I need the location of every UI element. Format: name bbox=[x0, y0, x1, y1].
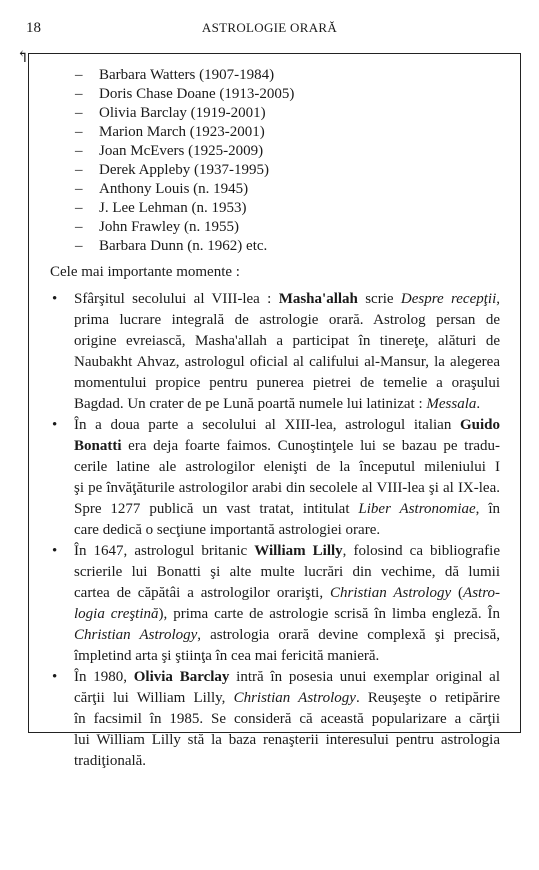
text-line bbox=[74, 394, 500, 415]
text-line bbox=[74, 709, 500, 730]
text-run: Spre 1277 publică un vast tratat, intitulat bbox=[74, 501, 359, 517]
text-run: momentului propice pentru punerea pietrei de temelie a oraşului bbox=[74, 375, 500, 391]
italic-title: Christian Astrology bbox=[74, 627, 198, 643]
page-number: 18 bbox=[26, 20, 41, 36]
text-run: scrie bbox=[357, 291, 401, 307]
text-run: în facsimil în 1985. Se consideră că această popularizare a cărţii bbox=[74, 711, 500, 727]
text-line bbox=[74, 646, 500, 667]
text-line bbox=[74, 520, 500, 541]
moment-item bbox=[50, 541, 500, 667]
list-dash: – bbox=[75, 219, 83, 235]
astrologer-name: John Frawley (n. 1955) bbox=[99, 219, 239, 235]
text-line bbox=[74, 352, 500, 373]
text-line bbox=[74, 478, 500, 499]
bold-name: Masha'allah bbox=[278, 291, 358, 307]
list-dash: – bbox=[75, 124, 83, 140]
astrologer-list-item bbox=[75, 161, 294, 180]
text-run: , astrologia orară devine complexă şi precisă, bbox=[197, 627, 500, 643]
list-dash: – bbox=[75, 105, 83, 121]
text-run: . Reuşeşte o retipărire bbox=[355, 690, 500, 706]
list-dash: – bbox=[75, 143, 83, 159]
text-run: lui William Lilly stă la baza renaşterii interesului pentru astrologia bbox=[74, 732, 500, 748]
text-run: Bagdad. Un crater de pe Lună poartă numele lui latinizat : bbox=[74, 396, 427, 412]
list-dash: – bbox=[75, 200, 83, 216]
astrologer-list-item bbox=[75, 85, 294, 104]
bullet-icon: • bbox=[52, 543, 58, 559]
astrologer-name: Barbara Dunn (n. 1962) etc. bbox=[99, 238, 268, 254]
bold-name: William Lilly bbox=[254, 543, 343, 559]
text-run: şi pe învăţăturile astrologilor arabi din secolele al VIII-lea şi al IX-lea. bbox=[74, 480, 500, 496]
astrologer-list-item bbox=[75, 218, 294, 237]
text-line bbox=[74, 499, 500, 520]
text-run: Naubakht Ahvaz, astrologul oficial al califului al-Mansur, la alegerea bbox=[74, 354, 500, 370]
list-dash: – bbox=[75, 181, 83, 197]
text-run: împletind arta şi ştiinţa în cea mai fericită manieră. bbox=[74, 648, 380, 664]
text-line bbox=[74, 331, 500, 352]
text-line bbox=[74, 583, 500, 604]
text-run: cărţii lui William Lilly, bbox=[74, 690, 234, 706]
moments-list bbox=[50, 289, 500, 772]
astrologer-name: J. Lee Lehman (n. 1953) bbox=[99, 200, 247, 216]
astrologer-name: Anthony Louis (n. 1945) bbox=[99, 181, 249, 197]
astrologer-list-item bbox=[75, 104, 294, 123]
astrologer-name: Derek Appleby (1937-1995) bbox=[99, 162, 269, 178]
text-line bbox=[74, 541, 500, 562]
bold-name: Olivia Barclay bbox=[133, 669, 230, 685]
moment-item bbox=[50, 289, 500, 415]
astrologer-list bbox=[75, 66, 294, 256]
list-dash: – bbox=[75, 86, 83, 102]
text-line bbox=[74, 373, 500, 394]
astrologer-name: Olivia Barclay (1919-2001) bbox=[99, 105, 266, 121]
astrologer-name: Barbara Watters (1907-1984) bbox=[99, 67, 275, 83]
text-line bbox=[74, 751, 500, 772]
bullet-icon: • bbox=[52, 417, 58, 433]
running-title: ASTROLOGIE ORARĂ bbox=[201, 20, 338, 35]
astrologer-name: Joan McEvers (1925-2009) bbox=[99, 143, 264, 159]
text-run: , în bbox=[475, 501, 500, 517]
text-run: cerile latine ale astrologilor elenişti de la începutul mileniului I bbox=[74, 459, 500, 475]
astrologer-name: Doris Chase Doane (1913-2005) bbox=[99, 86, 295, 102]
list-dash: – bbox=[75, 238, 83, 254]
text-line bbox=[74, 667, 500, 688]
text-run: ( bbox=[451, 585, 464, 601]
text-run: ), prima carte de astrologie scrisă în limba engleză. În bbox=[158, 606, 500, 622]
text-run: era deja foarte faimos. Cunoştinţele lui se bazau pe tradu- bbox=[121, 438, 500, 454]
text-run: În 1980, bbox=[74, 669, 134, 685]
bold-name: Guido bbox=[459, 417, 500, 433]
italic-title: Christian Astrology bbox=[233, 690, 356, 706]
text-run: care dedică o secţiune importantă astrologiei orare. bbox=[74, 522, 381, 538]
text-line bbox=[74, 625, 500, 646]
astrologer-list-item bbox=[75, 237, 294, 256]
bullet-icon: • bbox=[52, 669, 58, 685]
text-line bbox=[74, 289, 500, 310]
list-dash: – bbox=[75, 67, 83, 83]
text-run: , bbox=[496, 291, 500, 307]
text-run: cartea de căpătâi a astrologilor orarişti, bbox=[74, 585, 331, 601]
astrologer-list-item bbox=[75, 199, 294, 218]
text-line bbox=[74, 415, 500, 436]
text-run: Sfârşitul secolului al VIII-lea : bbox=[74, 291, 279, 307]
text-line bbox=[74, 730, 500, 751]
text-line bbox=[74, 604, 500, 625]
text-line bbox=[74, 310, 500, 331]
text-run: , folosind ca bibliografie bbox=[342, 543, 500, 559]
text-run: În 1647, astrologul britanic bbox=[74, 543, 255, 559]
corner-mark-icon: ↰ bbox=[16, 49, 30, 66]
text-line bbox=[74, 688, 500, 709]
astrologer-list-item bbox=[75, 180, 294, 199]
astrologer-name: Marion March (1923-2001) bbox=[99, 124, 265, 140]
moment-item bbox=[50, 415, 500, 541]
text-run: origine evreiască, Masha'allah a participat în tinereţe, alături de bbox=[74, 333, 500, 349]
bullet-icon: • bbox=[52, 291, 58, 307]
text-run: intră în posesia unui exemplar original al bbox=[229, 669, 500, 685]
italic-title: Liber Astronomiae bbox=[358, 501, 476, 517]
italic-title: Messala bbox=[426, 396, 477, 412]
text-line bbox=[74, 562, 500, 583]
text-line bbox=[74, 457, 500, 478]
text-run: scrierile lui Bonatti şi alte multe lucrări din vechime, dă lumii bbox=[74, 564, 500, 580]
text-line bbox=[74, 436, 500, 457]
astrologer-list-item bbox=[75, 123, 294, 142]
astrologer-list-item bbox=[75, 66, 294, 85]
intro-line: Cele mai importante momente : bbox=[50, 264, 240, 280]
moment-item bbox=[50, 667, 500, 772]
text-run: prima lucrare integrală de astrologie orară. Astrolog persan de bbox=[74, 312, 500, 328]
list-dash: – bbox=[75, 162, 83, 178]
text-run: . bbox=[476, 396, 481, 412]
italic-title: Despre recepţii bbox=[400, 291, 497, 307]
italic-title: logia creştină bbox=[74, 606, 159, 622]
text-run: În a doua parte a secolului al XIII-lea, astrologul italian bbox=[74, 417, 460, 433]
bold-name: Bonatti bbox=[74, 438, 122, 454]
astrologer-list-item bbox=[75, 142, 294, 161]
italic-title: Christian Astrology bbox=[330, 585, 452, 601]
italic-title: Astro- bbox=[463, 585, 500, 601]
text-run: tradiţională. bbox=[74, 753, 147, 769]
